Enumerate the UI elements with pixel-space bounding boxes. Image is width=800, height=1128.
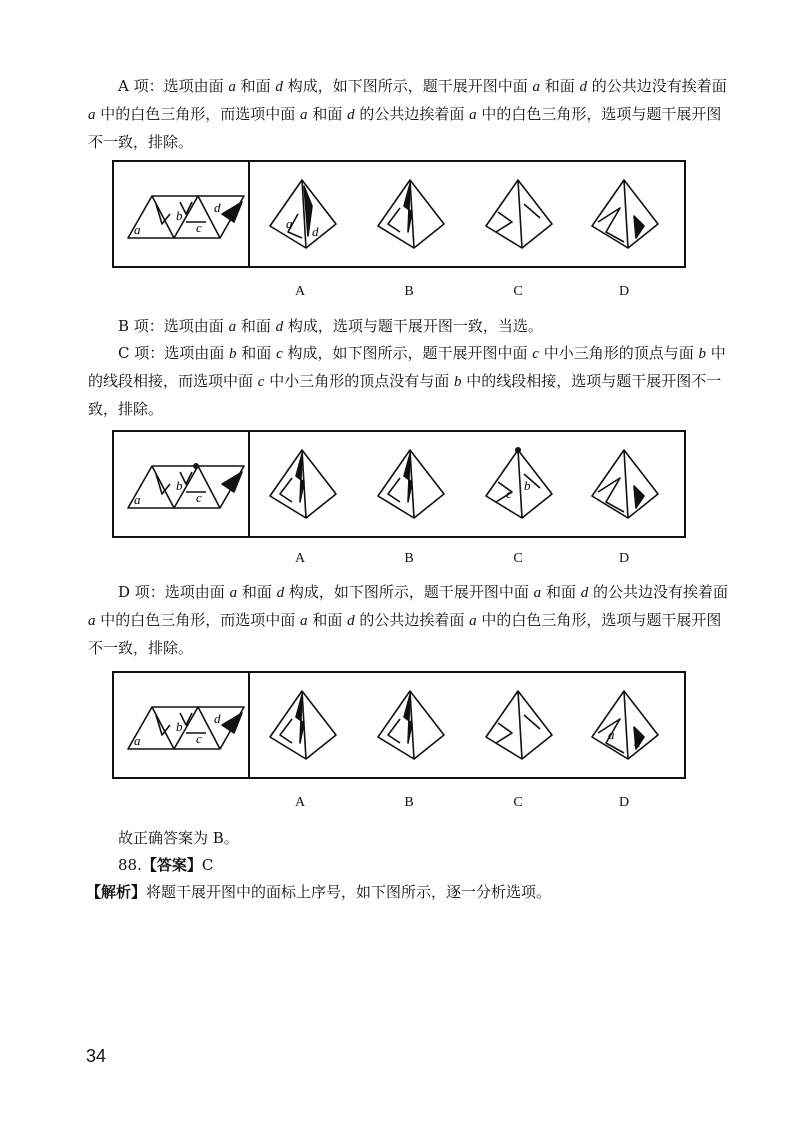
face-label-d: d bbox=[214, 711, 221, 726]
face-letter: a bbox=[533, 585, 542, 601]
option-face-label-a: a bbox=[608, 727, 615, 742]
option-caption-d: D bbox=[618, 284, 630, 299]
answer-label: 【答案】 bbox=[141, 856, 202, 874]
text-run: 的公共边没有挨着面 bbox=[588, 583, 728, 601]
option-caption-c: C bbox=[513, 551, 523, 566]
pyramid-option bbox=[378, 691, 444, 759]
face-label-d: d bbox=[214, 200, 221, 215]
option-face-label-b: b bbox=[524, 478, 531, 493]
options-svg bbox=[250, 673, 686, 777]
text-run: 中的线段相接，选项与题干展开图不一致，排除。 bbox=[88, 372, 722, 418]
q88-answer bbox=[88, 852, 728, 879]
text-run: 的公共边没有挨着面 bbox=[587, 77, 727, 95]
face-label-a: a bbox=[134, 492, 141, 507]
option-face-label-d: d bbox=[312, 224, 319, 239]
face-letter: d bbox=[276, 585, 285, 601]
pyramid-option bbox=[270, 450, 336, 518]
text-run: 和面 bbox=[236, 317, 276, 335]
pyramid-option bbox=[592, 450, 658, 518]
text-run: 中小三角形的顶点没有与面 bbox=[264, 372, 454, 390]
option-d-analysis bbox=[88, 579, 728, 662]
text-run: A 项：选项由面 bbox=[118, 77, 229, 95]
face-label-b: b bbox=[176, 478, 183, 493]
pyramid-option bbox=[486, 450, 552, 518]
analysis-label: 【解析】 bbox=[86, 883, 147, 901]
text-run: 和面 bbox=[237, 583, 277, 601]
option-caption-a: A bbox=[294, 284, 306, 299]
options-svg bbox=[250, 432, 686, 536]
face-label-a: a bbox=[134, 222, 141, 237]
option-caption-b: B bbox=[404, 795, 414, 810]
face-letter: d bbox=[579, 79, 588, 95]
face-letter: a bbox=[300, 613, 308, 629]
face-letter: b bbox=[454, 374, 462, 390]
option-a-analysis bbox=[88, 73, 728, 156]
text-run: 构成，如下图所示，题干展开图中面 bbox=[282, 77, 533, 95]
text-run: B 项：选项由面 bbox=[118, 317, 229, 335]
option-caption-b: B bbox=[404, 284, 414, 299]
option-b-analysis bbox=[88, 313, 728, 341]
figure-1-captions bbox=[112, 284, 686, 304]
option-face-label-a: a bbox=[286, 216, 293, 231]
unfolded-net bbox=[128, 707, 244, 749]
answer-value: C bbox=[201, 856, 214, 874]
pyramid-option bbox=[592, 180, 658, 248]
pyramid-option bbox=[270, 180, 336, 248]
face-letter: a bbox=[88, 107, 96, 123]
page-number: 34 bbox=[86, 1046, 107, 1066]
option-caption-c: C bbox=[513, 795, 523, 810]
pyramid-option bbox=[378, 450, 444, 518]
figure-2-captions bbox=[112, 551, 686, 571]
option-caption-b: B bbox=[404, 551, 414, 566]
pyramid-option bbox=[486, 180, 552, 248]
face-label-c: c bbox=[196, 220, 202, 235]
pyramid-option bbox=[270, 691, 336, 759]
pyramid-option bbox=[486, 691, 552, 759]
face-label-b: b bbox=[176, 719, 183, 734]
text-run: 中小三角形的顶点与面 bbox=[538, 344, 699, 362]
text-run: 中的白色三角形，选项与题干展开图不一致，排除。 bbox=[88, 611, 722, 657]
unfolded-net bbox=[128, 196, 244, 238]
face-letter: a bbox=[229, 585, 238, 601]
option-caption-a: A bbox=[294, 551, 306, 566]
text-run: 中的白色三角形，选项与题干展开图不一致，排除。 bbox=[88, 105, 722, 151]
text-run: 中的线段相接，而选项中面 bbox=[88, 344, 726, 390]
apex-dot bbox=[515, 447, 521, 453]
option-c-analysis bbox=[88, 340, 728, 423]
option-caption-a: A bbox=[294, 795, 306, 810]
face-letter: d bbox=[275, 79, 283, 95]
face-letter: c bbox=[276, 346, 283, 362]
q88-analysis bbox=[86, 879, 726, 906]
text-run: 构成，如下图所示，题干展开图中面 bbox=[284, 583, 534, 601]
face-letter: a bbox=[469, 107, 477, 123]
face-letter: d bbox=[580, 585, 589, 601]
face-letter: a bbox=[228, 319, 237, 335]
text-run: C 项：选项由面 bbox=[118, 344, 230, 362]
text-run: 的公共边挨着面 bbox=[354, 611, 470, 629]
face-letter: d bbox=[347, 613, 355, 629]
face-letter: a bbox=[300, 107, 308, 123]
face-letter: a bbox=[228, 79, 236, 95]
pyramid-option bbox=[592, 691, 658, 759]
face-letter: c bbox=[532, 346, 539, 362]
text-run: D 项：选项由面 bbox=[118, 583, 230, 601]
figure-2 bbox=[112, 430, 686, 538]
face-letter: b bbox=[229, 346, 237, 362]
text-run: 构成，如下图所示，题干展开图中面 bbox=[282, 344, 533, 362]
net-svg bbox=[114, 432, 248, 536]
face-label-c: c bbox=[196, 490, 202, 505]
face-letter: b bbox=[698, 346, 706, 362]
text-run: 中的白色三角形，而选项中面 bbox=[95, 105, 301, 123]
text-run: 构成，选项与题干展开图一致，当选。 bbox=[283, 317, 543, 335]
figure-1 bbox=[112, 160, 686, 268]
face-label-b: b bbox=[176, 208, 183, 223]
face-letter: d bbox=[347, 107, 355, 123]
face-letter: c bbox=[257, 374, 265, 390]
conclusion: 故正确答案为 B。 bbox=[118, 829, 239, 847]
face-letter: a bbox=[88, 613, 96, 629]
face-letter: d bbox=[275, 319, 284, 335]
face-letter: a bbox=[469, 613, 477, 629]
net-svg bbox=[114, 673, 248, 777]
text-run: 和面 bbox=[541, 583, 581, 601]
text-run: 和面 bbox=[236, 344, 277, 362]
option-face-label-c: c bbox=[506, 486, 512, 501]
face-label-c: c bbox=[196, 731, 202, 746]
pyramid-option bbox=[378, 180, 444, 248]
option-caption-c: C bbox=[513, 284, 523, 299]
text-run: 和面 bbox=[307, 611, 348, 629]
text-run: 和面 bbox=[307, 105, 348, 123]
text-run: 和面 bbox=[235, 77, 276, 95]
analysis-text: 将题干展开图中的面标上序号，如下图所示，逐一分析选项。 bbox=[146, 883, 552, 901]
unfolded-net bbox=[128, 463, 244, 508]
option-caption-d: D bbox=[618, 795, 630, 810]
text-run: 中的白色三角形，而选项中面 bbox=[95, 611, 301, 629]
figure-3-captions bbox=[112, 795, 686, 815]
face-label-a: a bbox=[134, 733, 141, 748]
text-run: 的公共边挨着面 bbox=[354, 105, 470, 123]
net-vertex-dot bbox=[193, 463, 199, 469]
face-letter: a bbox=[532, 79, 540, 95]
net-svg bbox=[114, 162, 248, 266]
figure-3 bbox=[112, 671, 686, 779]
options-svg bbox=[250, 162, 686, 266]
option-caption-d: D bbox=[618, 551, 630, 566]
text-run: 和面 bbox=[539, 77, 580, 95]
q88-number: 88. bbox=[118, 856, 142, 874]
option-face-label-d: d bbox=[634, 735, 641, 750]
